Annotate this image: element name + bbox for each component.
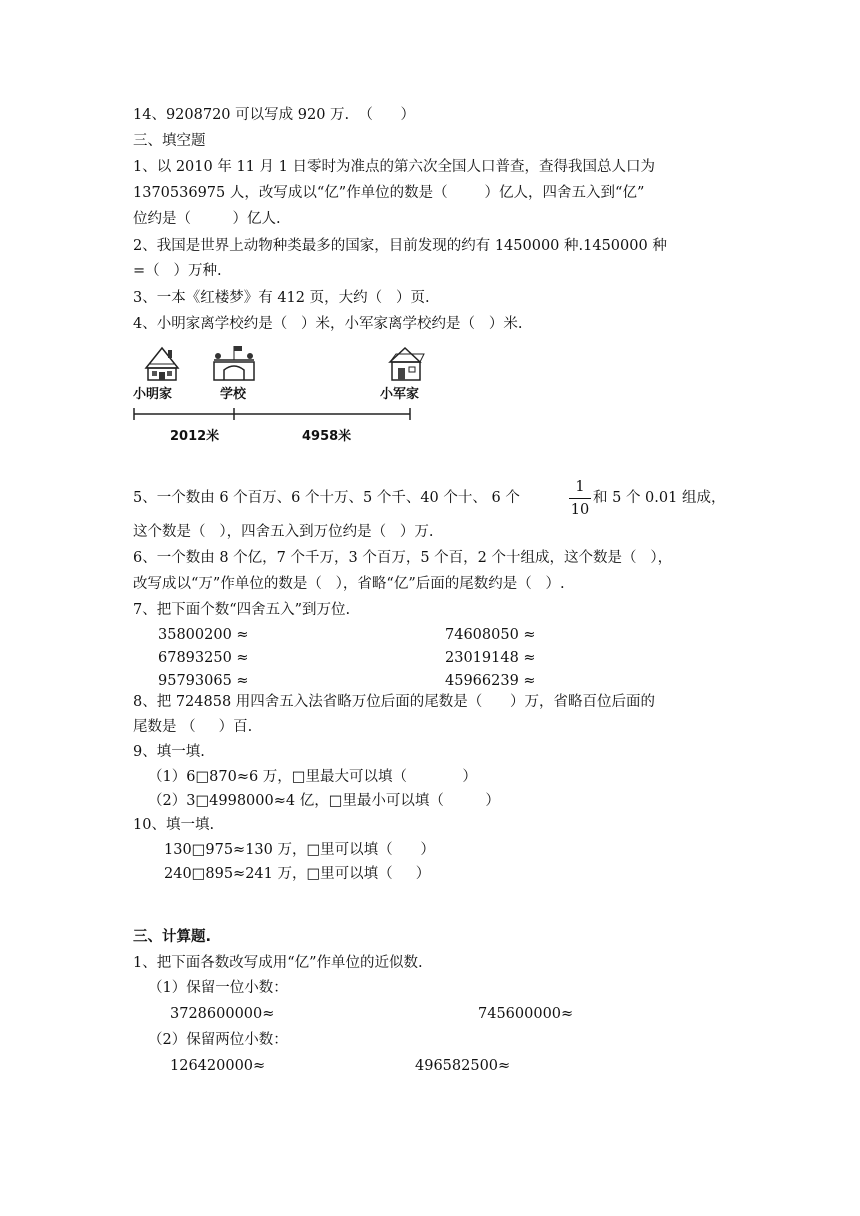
calc-1-part-1: （1）保留一位小数： <box>148 980 288 996</box>
school-icon <box>214 346 254 380</box>
section-heading-fill: 三、填空题 <box>133 133 206 149</box>
calc-1-part-2-a: 126420000≈ <box>170 1058 266 1074</box>
fraction-numerator: 1 <box>575 479 585 495</box>
calc-1: 1、把下面各数改写成用“亿”作单位的近似数. <box>133 955 423 971</box>
fill-5-line-1-pre: 5、一个数由 6 个百万、6 个十万、5 个千、40 个十、 6 个 <box>133 490 520 506</box>
fill-2-line-2: =（ ）万种. <box>133 263 222 279</box>
fill-5-line-2: 这个数是（ ），四舍五入到万位约是（ ）万. <box>133 524 434 540</box>
fill-6-line-2: 改写成以“万”作单位的数是（ ），省略“亿”后面的尾数约是（ ）. <box>133 576 565 592</box>
label-school: 学校 <box>220 387 247 402</box>
fraction-denominator: 10 <box>570 502 590 518</box>
fill-6-line-1: 6、一个数由 8 个亿，7 个千万，3 个百万，5 个百，2 个十组成，这个数是（ ）， <box>133 550 673 566</box>
fraction-bar <box>569 498 591 499</box>
fill-7-item-1: 35800200 ≈ <box>158 627 249 643</box>
fill-7-item-6: 45966239 ≈ <box>445 673 536 689</box>
fill-1-line-2: 1370536975 人，改写成以“亿”作单位的数是（ ）亿人，四舍五入到“亿” <box>133 185 645 201</box>
fill-7-item-5: 95793065 ≈ <box>158 673 249 689</box>
label-distance-1: 2012米 <box>170 429 220 444</box>
calc-1-part-1-b: 745600000≈ <box>478 1006 574 1022</box>
fill-3: 3、一本《红楼梦》有 412 页，大约（ ）页. <box>133 290 430 306</box>
xiaojun-house-icon <box>390 348 424 380</box>
label-xiaojun-home: 小军家 <box>380 387 420 402</box>
fill-1-line-1: 1、以 2010 年 11 月 1 日零时为准点的第六次全国人口普查，查得我国总人口为 <box>133 159 655 175</box>
label-xiaoming-home: 小明家 <box>133 387 173 402</box>
distance-figure <box>128 340 438 450</box>
fill-4: 4、小明家离学校约是（ ）米，小军家离学校约是（ ）米. <box>133 316 523 332</box>
fill-10-item-1: 130□975≈130 万，□里可以填（ ） <box>164 842 435 858</box>
fill-9-item-2: （2）3□4998000≈4 亿，□里最小可以填（ ） <box>148 793 500 809</box>
fill-2-line-1: 2、我国是世界上动物种类最多的国家，目前发现的约有 1450000 种.1450000 种 <box>133 238 667 254</box>
fill-9: 9、填一填. <box>133 744 205 760</box>
fill-8-line-2: 尾数是 （ ）百. <box>133 719 253 735</box>
question-14: 14、9208720 可以写成 920 万. （ ） <box>133 107 416 123</box>
fill-1-line-3: 位约是（ ）亿人. <box>133 211 281 227</box>
fill-10: 10、填一填. <box>133 817 215 833</box>
fill-7: 7、把下面个数“四舍五入”到万位. <box>133 602 351 618</box>
fill-8-line-1: 8、把 724858 用四舍五入法省略万位后面的尾数是（ ）万，省略百位后面的 <box>133 694 655 710</box>
fill-7-item-4: 23019148 ≈ <box>445 650 536 666</box>
calc-1-part-2-b: 496582500≈ <box>415 1058 511 1074</box>
fill-5-line-1-post: 和 5 个 0.01 组成， <box>593 490 726 506</box>
fill-7-item-3: 67893250 ≈ <box>158 650 249 666</box>
calc-1-part-1-a: 3728600000≈ <box>170 1006 275 1022</box>
fill-7-item-2: 74608050 ≈ <box>445 627 536 643</box>
fill-9-item-1: （1）6□870≈6 万，□里最大可以填（ ） <box>148 769 477 785</box>
xiaoming-house-icon <box>146 348 178 380</box>
section-heading-calc: 三、计算题. <box>133 929 212 945</box>
label-distance-2: 4958米 <box>302 429 352 444</box>
calc-1-part-2: （2）保留两位小数： <box>148 1032 288 1048</box>
fill-10-item-2: 240□895≈241 万，□里可以填（ ） <box>164 866 431 882</box>
